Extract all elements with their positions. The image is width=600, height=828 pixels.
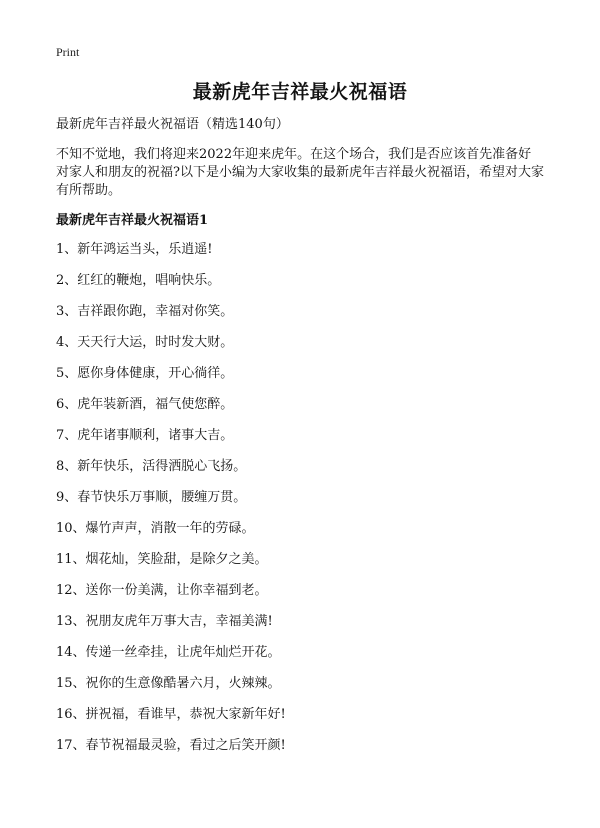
list-item: 8、新年快乐，活得洒脱心飞扬。 xyxy=(56,459,247,474)
list-item: 10、爆竹声声，消散一年的劳碌。 xyxy=(56,521,255,536)
list-item: 17、春节祝福最灵验，看过之后笑开颜! xyxy=(56,738,286,753)
list-item: 6、虎年装新酒，福气使您醉。 xyxy=(56,397,234,412)
list-item: 9、春节快乐万事顺，腰缠万贯。 xyxy=(56,490,247,505)
list-item: 3、吉祥跟你跑，幸福对你笑。 xyxy=(56,304,234,319)
list-item: 13、祝朋友虎年万事大吉，幸福美满! xyxy=(56,614,273,629)
print-label: Print xyxy=(56,45,80,59)
list-item: 5、愿你身体健康，开心徜徉。 xyxy=(56,366,234,381)
blessing-list xyxy=(56,241,544,768)
list-item: 12、送你一份美满，让你幸福到老。 xyxy=(56,583,268,598)
list-item: 11、烟花灿，笑脸甜，是除夕之美。 xyxy=(56,552,268,567)
list-item: 15、祝你的生意像酷暑六月，火辣辣。 xyxy=(56,676,281,691)
document-subtitle: 最新虎年吉祥最火祝福语（精选140句） xyxy=(56,117,289,132)
list-item: 2、红红的鞭炮，唱响快乐。 xyxy=(56,273,221,288)
list-item: 14、传递一丝牵挂，让虎年灿烂开花。 xyxy=(56,645,281,660)
list-item: 16、拼祝福，看谁早，恭祝大家新年好! xyxy=(56,707,286,722)
list-item: 4、天天行大运，时时发大财。 xyxy=(56,335,234,350)
list-item: 1、新年鸿运当头，乐逍遥! xyxy=(56,242,213,257)
section-heading: 最新虎年吉祥最火祝福语1 xyxy=(56,213,209,228)
intro-paragraph: 不知不觉地，我们将迎来2022年迎来虎年。在这个场合，我们是否应该首先准备好对家人和朋友的祝福?以下是小编为大家收集的最新虎年吉祥最火祝福语，希望对大家有所帮助。 xyxy=(56,147,544,198)
document-title: 最新虎年吉祥最火祝福语 xyxy=(192,81,408,103)
list-item: 7、虎年诸事顺利，诸事大吉。 xyxy=(56,428,234,443)
